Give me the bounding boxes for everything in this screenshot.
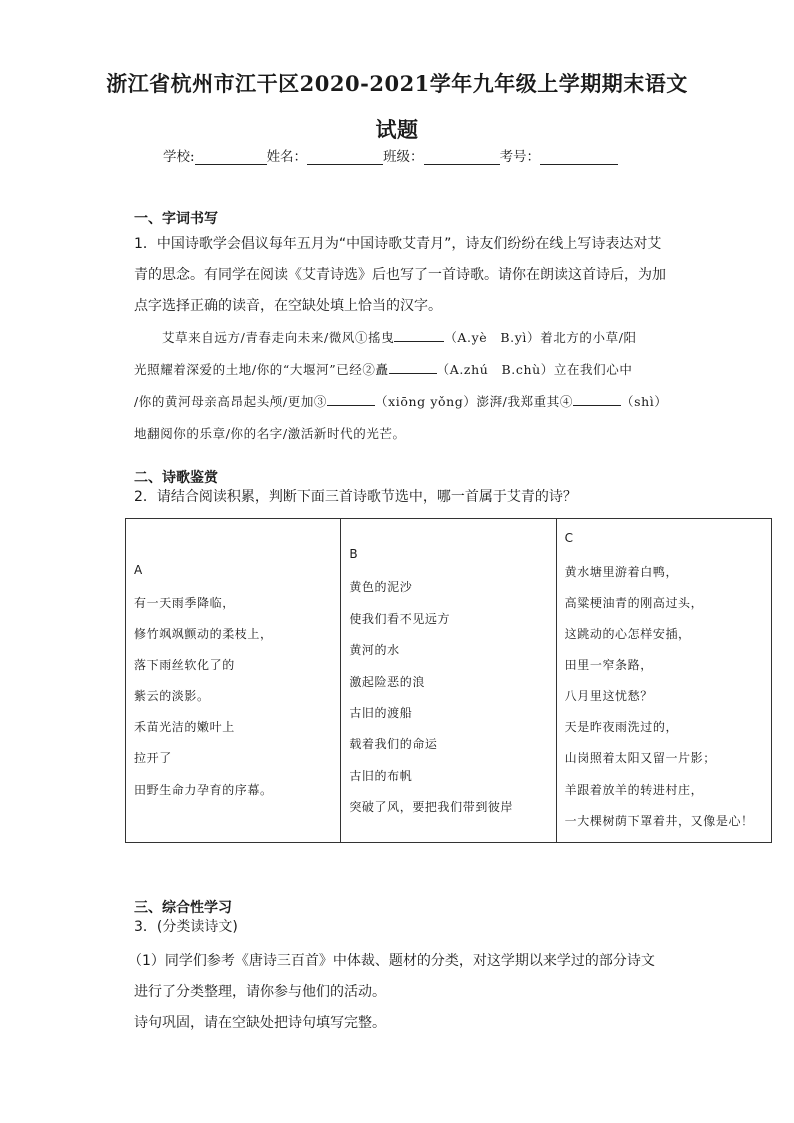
- school-blank[interactable]: [195, 150, 267, 165]
- section2-heading: 二、诗歌鉴赏: [134, 470, 218, 486]
- poem-text: 光照耀着深爱的土地/你的“大堰河”已经②矗: [134, 362, 389, 377]
- poem-b-line: 载着我们的命运: [349, 737, 438, 751]
- poem-column-c: [556, 519, 771, 843]
- exam-title-line2: 试题: [375, 117, 419, 142]
- school-label: 学校:: [163, 149, 195, 165]
- blank-2[interactable]: [389, 361, 437, 374]
- poem-c-line: 田里一窄条路，: [564, 658, 653, 672]
- blank-1[interactable]: [394, 329, 444, 342]
- exam-title-line1: 浙江省杭州市江干区2020-2021学年九年级上学期期末语文: [106, 71, 688, 96]
- blank-4[interactable]: [573, 393, 621, 406]
- question2-text: 2．请结合阅读积累，判断下面三首诗歌节选中，哪一首属于艾青的诗？: [134, 489, 577, 505]
- section3-heading: 三、综合性学习: [134, 900, 232, 916]
- question1-text: [134, 229, 674, 322]
- question3-line: 进行了分类整理，请你参与他们的活动。: [134, 984, 386, 1000]
- poem-a-line: 有一天雨季降临，: [134, 596, 235, 610]
- question3-line: （1）同学们参考《唐诗三百首》中体裁、题材的分类，对这学期以来学过的部分诗文: [128, 953, 655, 969]
- option-c-label: C: [564, 531, 574, 545]
- poem-line: [134, 322, 674, 354]
- exam-number-blank[interactable]: [540, 150, 618, 165]
- question3-paragraph: [128, 946, 668, 1039]
- poem-c-line: 黄水塘里游着白鸭，: [564, 565, 679, 579]
- poem-text: （A.zhú B.chù）立在我们心中: [436, 362, 633, 377]
- class-label: 班级：: [383, 149, 424, 165]
- poem-line: [134, 386, 674, 418]
- poem-a-line: 修竹飒飒颤动的柔枝上，: [134, 627, 273, 641]
- poem-text: /你的黄河母亲高昂起头颅/更加③: [134, 394, 328, 409]
- question1-line: 青的思念。有同学在阅读《艾青诗选》后也写了一首诗歌。请你在朗读这首诗后，为加: [134, 267, 666, 283]
- poem-c-line: 一大棵树荫下罩着井，又像是心！: [564, 814, 754, 828]
- poem-text: 艾草来自远方/青春走向未来/微风①搖曳: [162, 330, 395, 345]
- poem-a-line: 紫云的淡影。: [134, 689, 210, 703]
- name-blank[interactable]: [307, 150, 383, 165]
- student-info-line: [163, 145, 618, 165]
- class-blank[interactable]: [424, 150, 500, 165]
- poem-b-line: 激起险恶的浪: [349, 675, 425, 689]
- exam-number-label: 考号：: [499, 149, 541, 165]
- poem-column-b: [341, 519, 556, 843]
- question3-line: 诗句巩固，请在空缺处把诗句填写完整。: [134, 1015, 386, 1031]
- poem-column-a: [126, 519, 341, 843]
- poem-b-line: 古旧的布帆: [349, 769, 413, 783]
- poem-text: （shì）: [620, 394, 668, 409]
- poem-c-line: 羊跟着放羊的转进村庄，: [564, 783, 704, 797]
- question3-title: 3．(分类读诗文): [134, 919, 238, 935]
- question1-poem: [134, 322, 674, 450]
- poem-b-line: 黄河的水: [349, 643, 400, 657]
- option-a-label: A: [134, 563, 143, 577]
- poem-comparison-table: [125, 518, 772, 843]
- poem-text: （xiōng yǒng）澎湃/我郑重其④: [375, 394, 573, 409]
- poem-b-line: 黄色的泥沙: [349, 580, 413, 594]
- poem-a-line: 田野生命力孕育的序幕。: [134, 783, 273, 797]
- name-label: 姓名：: [266, 149, 308, 165]
- poem-line: 地翻阅你的乐章/你的名字/激活新时代的光芒。: [134, 426, 406, 441]
- poem-text: （A.yè B.yì）着北方的小草/阳: [444, 330, 637, 345]
- question1-line: 点字选择正确的读音，在空缺处填上恰当的汉字。: [134, 298, 442, 314]
- poem-b-line: 突破了风，要把我们带到彼岸: [349, 800, 514, 814]
- poem-a-line: 拉开了: [134, 751, 172, 765]
- poem-b-line: 古旧的渡船: [349, 706, 413, 720]
- blank-3[interactable]: [327, 393, 375, 406]
- poem-a-line: 禾苗光洁的嫩叶上: [134, 720, 235, 734]
- option-b-label: B: [349, 547, 359, 561]
- poem-line: [134, 354, 674, 386]
- poem-c-line: 高粱梗油青的刚高过头，: [564, 596, 704, 610]
- section1-heading: 一、字词书写: [134, 211, 218, 227]
- poem-c-line: 山岗照着太阳又留一片影；: [564, 751, 716, 765]
- poem-b-line: 使我们看不见远方: [349, 612, 451, 626]
- poem-a-line: 落下雨丝软化了的: [134, 658, 235, 672]
- poem-c-line: 这跳动的心怎样安插，: [564, 627, 691, 641]
- poem-c-line: 八月里这忧愁？: [564, 689, 653, 703]
- question1-line: 1．中国诗歌学会倡议每年五月为“中国诗歌艾青月”，诗友们纷纷在线上写诗表达对艾: [134, 236, 662, 252]
- poem-c-line: 天是昨夜雨洗过的，: [564, 720, 679, 734]
